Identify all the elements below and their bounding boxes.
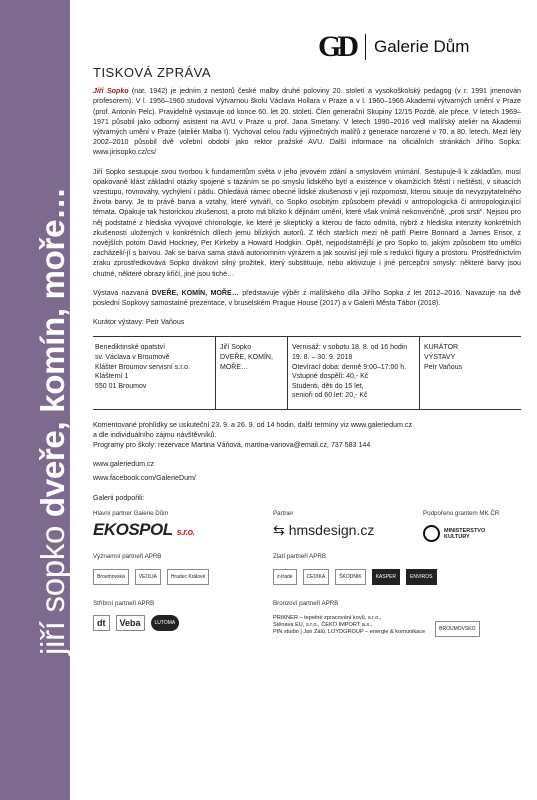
gold-logos	[273, 569, 521, 585]
ekospol-logo	[93, 520, 273, 540]
page-title: TISKOVÁ ZPRÁVA	[93, 65, 212, 80]
partners-row-aprb	[93, 552, 521, 590]
artist-name: Jiří Sopko	[93, 87, 129, 96]
exhibition-paragraph	[93, 288, 521, 308]
bronze-partners	[273, 599, 521, 637]
significant-logos	[93, 569, 273, 585]
partners-heading: Galerii podpořili:	[93, 494, 145, 503]
curator-line: Kurátor výstavy: Petr Vaňous	[93, 318, 185, 327]
silver-label: Stříbrní partneři APRB	[93, 599, 155, 607]
press-release	[93, 65, 522, 637]
tours-line-3: Programy pro školy: rezervace Martina Váňová, martina-vanova@email.cz, 737 583 144	[93, 441, 371, 450]
exhibition-title: DVEŘE, KOMÍN, MOŘE…	[151, 288, 239, 297]
main-partner	[93, 509, 273, 542]
grant-label: Podpořeno grantem MK ČR	[423, 510, 500, 518]
ministry-name: MINISTERSTVO KULTURY	[444, 527, 486, 540]
logo-silver-1: dt	[93, 615, 110, 631]
logo-silver-3: LUTOMA	[151, 615, 180, 631]
silver-partners	[93, 599, 273, 637]
partner-label: Partner	[273, 510, 294, 518]
hmsdesign-name: hmsdesign.cz	[288, 522, 375, 539]
logo-gold-3: ŠKODNIK	[335, 569, 366, 585]
ekospol-suffix: s.r.o.	[176, 527, 195, 538]
galerie-dum-logo	[318, 30, 469, 64]
info-table	[93, 336, 521, 410]
web-link[interactable]: www.galeriedum.cz	[93, 459, 155, 468]
exhibition-prefix: Výstava nazvaná	[93, 288, 152, 297]
gold-label: Zlatí partneři APRB	[273, 553, 326, 561]
partners-row-main	[93, 509, 521, 542]
grant	[423, 509, 521, 542]
tours-section	[93, 420, 521, 451]
vertical-title	[36, 187, 69, 655]
links-section	[93, 459, 521, 483]
logo-gold-4: KASPER	[372, 569, 400, 585]
sidebar	[0, 0, 70, 800]
logo-gold-5: ENVIROS	[406, 569, 437, 585]
logo-divider	[365, 34, 366, 60]
hms-icon: ⇆	[273, 522, 285, 539]
title-artist: jiří sopko	[34, 517, 71, 655]
info-venue: Benediktinské opatství sv. Václava v Broumově Klášter Broumov servisní s.r.o. Klášterní 1 550 01 Broumov	[95, 344, 190, 390]
logo-significant-2: VEOLIA	[135, 569, 161, 585]
facebook-link[interactable]: www.facebook.com/GalerieDum/	[93, 473, 196, 482]
ministry-emblem-icon	[423, 525, 440, 542]
significant-partners	[93, 552, 273, 590]
gold-partners	[273, 552, 521, 590]
logo-significant-1: Broumovská	[93, 569, 129, 585]
bronze-label: Bronzoví partneři APRB	[273, 599, 339, 607]
broumovsko-logo: BROUMOVSKO	[435, 621, 479, 637]
info-curator: KURÁTOR VÝSTAVY Petr Vaňous	[419, 337, 521, 409]
partners-row-lower	[93, 599, 521, 637]
tours-line-1: Komentované prohlídky se uskuteční 23. 9. a 26. 9. od 14 hodin, další termíny viz www.galeriedum.cz	[93, 421, 412, 430]
main-partner-label: Hlavní partner Galerie Dům	[93, 510, 169, 518]
info-dates: Vernisáž: v sobotu 18. 8. od 16 hodin 19. 8. – 30. 9. 2018 Otevírací doba: denně 9:00–17:00 h. Vstupné dospělí: 40,- Kč Studenti, děti do 15 let, senioři od 60 let: 20,- Kč	[287, 337, 419, 409]
info-artist: Jiří Sopko DVEŘE, KOMÍN, MOŘE…	[215, 337, 287, 409]
logo-significant-3: Hradec Králové	[167, 569, 209, 585]
logo-gold-1: z-trade	[273, 569, 297, 585]
tours-line-2: a dle individuálního zájmu návštěvníků.	[93, 431, 217, 440]
hmsdesign-logo	[273, 522, 423, 539]
bio-text: (nar. 1942) je jedním z nestorů české malby druhé poloviny 20. století a vysokoškolský pedagog (v r. 1991 jmenován profesorem). V l. 1956–1960 studoval Výtvarnou školu Václava Hollara v Praze a v l. 1960–1966 Akademii výtvarných umění v Praze (prof. Antonín Pelc). Pravidelně vystavuje od konce 60. let 20. století. Člen generační Skupiny 12/15 Pozdě, ale přece. V letech 1969–1971 působil jako odborný asistent na AVU v Praze u prof. Jana Smetany. V letech 1990–2016 vedl malířský ateliér na Akademii výtvarných umění v Praze (ateliér Malba I). Vychoval celou řadu výjimečných malířů z generace narozené v 70. a 80. letech. Mezi léty 2002–2010 působil dvě volební období jako rektor pražské AVU. Další informace na oficiálních stránkách Jiřího Sopka: www.jirisopko.cz/cs/	[93, 87, 522, 157]
exhibition-suffix: představuje výběr z malířského díla Jiřího Sopka z let 2012–2016. Navazuje na dvě poslední Sopkovy samostatné prezentace, v bruselském Prague House (2017) a v Galerii Města Tábor (2018).	[93, 288, 522, 308]
logo-text: Galerie Dům	[374, 37, 470, 56]
logo-gold-2: CEDIKA	[303, 569, 330, 585]
description-paragraph: Jiří Sopko sestupuje svou tvorbou k fundamentům světa v jeho jevovém zdání a smyslovém vnímání. Sestupuje-li k základům, musí opakovaně klást základní otázky spojené s tázáním se po smyslu lidského bytí a existence v okamžicích štěstí i neštěstí, v situacích vzestupu, rovnováhy, vychýlení i pádu. Ohledává rámec obecné lidské zkušenosti v její rozpornosti, kterou situuje do nevyzpytatelného života barvy. Je to právě barva a vztahy, které vytváří, co Sopko osobitým způsobem převádí v antropologická či antropologizující témata. Opakuje tak historickou zkušenost, a proto má blízko k dějinám umění, které však vnímá nekonvenčně, „proti srsti“. Nejsou pro něj podstatné z hlediska vývojové chronologie, ke které je skeptický a kterou de facto odmítá, nýbrž z hlediska intenzity konkrétních zkušeností uložených v konkrétních dílech jemu blízkých autorů. Z těch starších mezi ně patří Pierre Bonnard a James Ensor, z novějších potom David Hockney, Per Kirkeby a Howard Hodgkin. Opět, nejpodstatnější je pro Sopko to, jakým způsobem tito umělci zacházeli/-jí s barvou. Jak se barva sama stává autonomním výrazem a jak souvisí její role s redukcí figury a prostoru. Prostřednictvím zraku zprostředkovává Sopko divákovi silný prožitek, který substituuje, nebo aktivizuje i jiné percepční smysly: některé barvy jsou chutné, některé obrazy křičí, jiné jsou tiché…	[93, 167, 521, 278]
bio-paragraph	[93, 86, 521, 157]
significant-label: Významní partneři APRB	[93, 553, 162, 561]
logo-silver-2: Veba	[116, 615, 145, 631]
gd-logo-mark: GD	[318, 30, 355, 63]
bronze-text: PRIKNER – tepelné zpracování kovů, s.r.o., Stěnava EU, s.r.o., ČEKO IMPORT a.s., PIN studio | Jan Zálů, LOYDGROUP – energie & komunikace	[273, 615, 426, 636]
title-exhibition: dveře, komín, moře…	[34, 187, 71, 518]
partner	[273, 509, 423, 542]
ekospol-name: EKOSPOL	[93, 520, 173, 540]
ministry-logo	[423, 525, 521, 542]
silver-logos	[93, 615, 273, 631]
